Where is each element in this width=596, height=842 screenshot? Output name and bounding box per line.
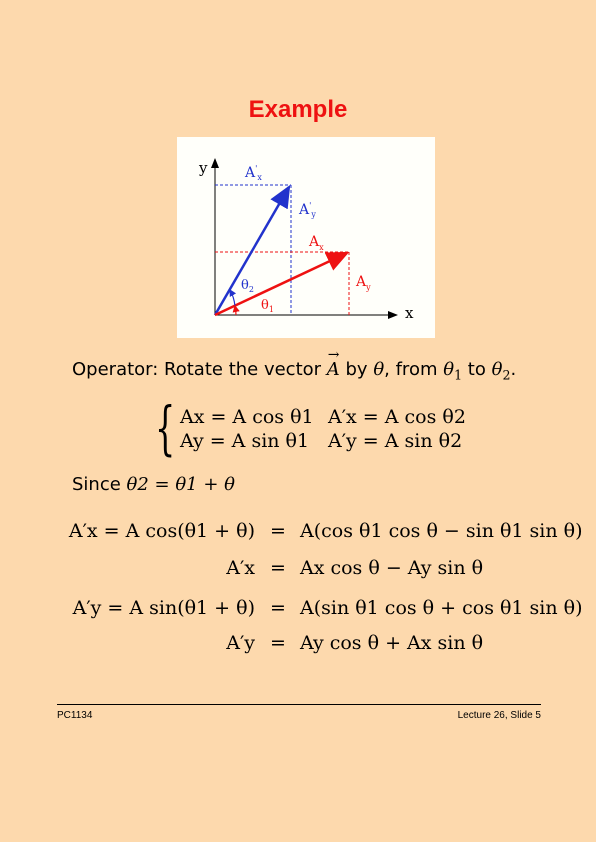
eq2-rhs: Ax cos θ − Ay sin θ bbox=[300, 557, 484, 579]
ay-label: $A_y$ bbox=[356, 274, 371, 292]
x-axis-label: x bbox=[405, 304, 414, 322]
operator-statement: Operator: Rotate the vector → A by θ, from $\theta_1$ to $\theta_2$. bbox=[72, 347, 517, 383]
eq4-sign: = bbox=[270, 632, 286, 654]
since-statement: Since θ2 = θ1 + θ bbox=[72, 474, 235, 495]
eq2-lhs: A′x bbox=[226, 557, 255, 579]
y-axis-label: y bbox=[199, 159, 208, 177]
footer-slide-number: Lecture 26, Slide 5 bbox=[457, 710, 541, 721]
eq4-lhs: A′y bbox=[226, 632, 255, 654]
component-system bbox=[180, 406, 466, 454]
theta1-label: $\theta_1$ bbox=[261, 298, 274, 314]
theta2-label: $\theta_2$ bbox=[241, 278, 254, 294]
eq3-rhs: A(sin θ1 cos θ + cos θ1 sin θ) bbox=[300, 597, 583, 619]
theta2-arc bbox=[230, 290, 235, 306]
eq3-sign: = bbox=[270, 597, 286, 619]
ax-label: $A_x$ bbox=[309, 234, 324, 252]
theta1-arc bbox=[235, 306, 236, 315]
eq-ax: Ax = A cos θ1 bbox=[180, 406, 314, 428]
eq2-sign: = bbox=[270, 557, 286, 579]
footer-divider bbox=[57, 704, 541, 705]
vector-a-prime bbox=[215, 187, 289, 315]
ax-prime-label: $A'_x$ bbox=[245, 164, 262, 182]
eq1-sign: = bbox=[270, 520, 286, 542]
eq-ay-prime: A′y = A sin θ2 bbox=[328, 430, 463, 452]
eq3-lhs: A′y = A sin(θ1 + θ) bbox=[72, 597, 255, 619]
ay-prime-label: $A'_y$ bbox=[299, 201, 316, 219]
eq-ax-prime: A′x = A cos θ2 bbox=[328, 406, 466, 428]
rotation-diagram bbox=[177, 137, 435, 338]
slide-title: Example bbox=[248, 96, 348, 123]
eq1-rhs: A(cos θ1 cos θ − sin θ1 sin θ) bbox=[300, 520, 583, 542]
eq1-lhs: A′x = A cos(θ1 + θ) bbox=[68, 520, 255, 542]
system-brace: { bbox=[155, 394, 176, 462]
footer-course: PC1134 bbox=[57, 710, 93, 721]
eq4-rhs: Ay cos θ + Ax sin θ bbox=[300, 632, 484, 654]
eq-ay: Ay = A sin θ1 bbox=[180, 430, 310, 452]
